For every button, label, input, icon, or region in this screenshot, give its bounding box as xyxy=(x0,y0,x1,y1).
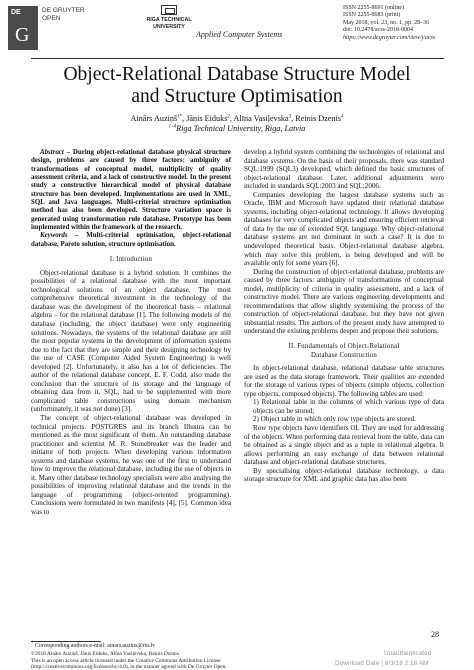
publisher-name-line2: OPEN xyxy=(42,15,61,22)
section-heading-fundamentals xyxy=(244,343,444,360)
keywords-label: Keywords xyxy=(40,232,68,240)
abstract xyxy=(31,149,231,232)
author-1: Ainārs Auziņš xyxy=(130,114,178,123)
keywords xyxy=(31,232,231,249)
university-name-line1: RIGA TECHNICAL xyxy=(146,17,192,23)
section-heading-introduction: I. Introduction xyxy=(109,256,153,264)
issue-info: May 2018, vol. 23, no. 1, pp. 28–36 xyxy=(343,19,430,26)
author-list xyxy=(0,114,474,124)
author-1-sup: 1* xyxy=(177,114,183,120)
publication-meta xyxy=(343,5,435,42)
copyright-line3: (http://creativecommons.org/licenses/by/4.0), in the manner agreed with De Gruyter Open. xyxy=(31,664,227,670)
university-name-line2: UNIVERSITY xyxy=(153,23,185,30)
paragraph: The concept of object-relational database was developed in technical projects. POSTGRES and its branch Illustra can be mentioned as the most significant of them. An outstanding database practitioner and scientist M. R. Stonebreaker was the leader and initiator of both projects. When developing various information systems and database systems, he was one of the first to understand how to improve the relational database, including the use of objects in it. Many other database technology specialists were also analysing the possibilities of improving relational database and the trends in the language of programming (object-oriented programming). Conclusions were formulated in two manifests [4], [5]. Common idea was to xyxy=(31,413,231,516)
footnote-sup: * xyxy=(31,641,34,647)
logo-text-g: G xyxy=(15,24,30,46)
paragraph: Row type objects have identifiers OI. They are used for addressing of the objects. When performing data retrieval from the table, data can be obtained as a single object and as a tuple in relational algebra. It allows performing an easy exchange of data between relational database and object-relational database structures. xyxy=(244,423,444,467)
left-column xyxy=(31,149,231,517)
copyright-line2: This is an open access article licensed under the Creative Commons Attribution License xyxy=(31,657,221,664)
paragraph: develop a hybrid system combining the technologies of relational and database systems. On the basis of their proposals, there was standard SQL:1999 (SQL3) developed, which defined the basic structures of object-relational database. Later, additional adjustments were included in standards SQL:2003 and SQL:2006. xyxy=(244,148,444,191)
logo-text-de: DE xyxy=(11,9,21,16)
paragraph: Companies developing the largest database systems such as Oracle, IBM and Microsoft have updated their relational database systems, including object-relational technology. It allows developing databases for very complicated objects and ensuring efficient retrieval of data by the use of extended SQL language. Why object-relational database systems are not dominant in such a case? It is due to undeveloped theoretical basis. Object-relational database algebra, which may solve this problem, is being developed and will be available only for some years [6]. xyxy=(244,190,444,268)
section-heading-line1: II. Fundamentals of Object-Relational xyxy=(288,343,400,351)
list-item: 1) Relational table in the columns of which various type of data objects can be stored; xyxy=(253,398,444,415)
author-4: , Reinis Dzenis xyxy=(291,114,341,123)
paper-title-line2: and Structure Optimisation xyxy=(131,86,343,107)
affiliation xyxy=(0,124,474,134)
journal-url[interactable]: https://www.degruyter.com/view/j/acss xyxy=(343,34,436,41)
paragraph: By specialising object-relational database technology, a data storage structure for XML and graphic data has also been xyxy=(244,466,444,484)
keywords-text: – Multi-criterial optimisation, object-relational database, Pareto solution, structure optimisation. xyxy=(31,232,231,248)
watermark-unauthenticated: Unauthenticated xyxy=(384,650,432,657)
publisher-name xyxy=(42,7,85,23)
author-2-sup: 2 xyxy=(227,114,230,120)
page-number: 28 xyxy=(431,630,439,639)
section-heading-line2: Database Construction xyxy=(311,351,377,359)
footnote xyxy=(31,643,155,650)
watermark-download-date: Download Date | 6/3/18 2:18 AM xyxy=(335,660,429,667)
author-3: , Alīna Vasiļevska xyxy=(229,114,289,123)
page-header xyxy=(0,0,474,62)
issn-online: ISSN 2255-8691 (online) xyxy=(343,5,404,11)
author-2: , Jānis Eiduks xyxy=(182,114,228,123)
abstract-label: Abstract xyxy=(40,149,64,156)
abstract-text: – During object-relational database physical structure design, problems are caused by three factors: ambiguity of transformations of conceptual model, multiplicity of quality assessment criteria, and a lack of constructive model. In the present study a constructive hierarchical model of physical database structure has been developed. Implementations are used in XML, SQL and Java languages. Multi-criterial structure optimisation method has also been developed. Structure variation space is generated using transformation rule database. Prototype has been implemented within the framework of the research. xyxy=(31,149,231,232)
paragraph: During the construction of object-relational database, problems are caused by three factors: ambiguity of transformations of conceptual model, multiplicity of criteria in quality assessment, and a lack of constructive model. There are various engineering developments and recommendations that allow slightly systemising the process of the construction of object-relational database, but they have not given substantial results. The authors of the present study have attempted to understand the existing problems deeper and propose their solutions. xyxy=(244,267,444,336)
author-3-sup: 3 xyxy=(288,114,292,120)
footnote-divider xyxy=(31,641,101,642)
right-column xyxy=(244,148,444,484)
de-gruyter-logo xyxy=(8,6,38,50)
doi: doi: 10.2478/acss-2018-0004 xyxy=(343,27,413,34)
university-crest-icon xyxy=(161,5,177,15)
copyright-line1: ©2018 Ainārs Auziņš, Jānis Eiduks, Alīna Vasiļevska, Reinis Dzenis. xyxy=(31,651,181,657)
publisher-name-line1: DE GRUYTER xyxy=(42,7,85,14)
footnote-text: Corresponding authors e-mail: ainars.auzins@rtu.lv xyxy=(33,643,156,649)
author-4-sup: 4 xyxy=(340,114,344,120)
paper-title xyxy=(0,64,474,108)
issn-print: ISSN 2255-8683 (print) xyxy=(343,12,401,19)
list-item: 2) Object table in which only row type objects are stored. xyxy=(253,415,416,424)
paper-title-line1: Object-Relational Database Structure Model xyxy=(63,64,411,85)
affiliation-text: Riga Technical University, Riga, Latvia xyxy=(176,124,306,133)
affiliation-sup: 1–4 xyxy=(168,124,177,130)
header-divider xyxy=(31,58,444,59)
paragraph: Object-relational database is a hybrid solution. It combines the possibilities of a relational database with the most important technological solutions of an object database. The most comprehensive theoretical investment in the technology of the database was the development of the theoretical basis – relational algebra – for the relational database [1]. The following models of the database (including, the object database) were only engineering solutions. Nowadays, the systems of the relational database are still the most popular systems in the development of information systems due to the fact that they are simple and their designing technology by the use of CASE (Computer Aided System Engineering) is well developed [2]. Unfortunately, it also has a lot of deficiencies. The author of the relational database concept, E. F. Codd, also made the conclusion that the structure of its storage and the language of obtaining data from it, SQL, had to be supplemented with more complicated table constructions using domain mechanism (unfortunately, it was not done) [3]. xyxy=(31,268,231,414)
university-logo xyxy=(134,5,204,30)
journal-name: Applied Computer Systems xyxy=(196,30,283,39)
paragraph: In object-relational database, relational database table structures are used as the data storage framework. Their qualities are extended for the storage of various types of objects (simple objects, collection type objects, composed objects). The following tables are used: xyxy=(244,364,444,398)
